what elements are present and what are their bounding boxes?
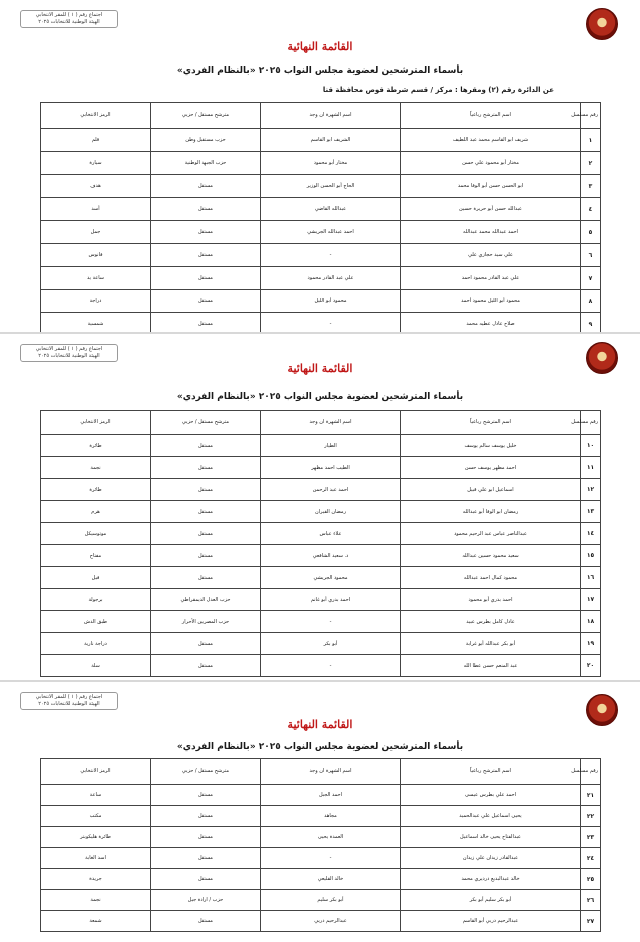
candidate-name: محمود كمال احمد عبدالله bbox=[401, 567, 581, 589]
candidate-number: ١٨ bbox=[581, 611, 601, 633]
candidate-type: حزب العدل الديمقراطي bbox=[151, 589, 261, 611]
candidate-symbol: فانوس bbox=[41, 244, 151, 267]
table-body bbox=[41, 785, 601, 932]
candidate-symbol: موتوسيكل bbox=[41, 523, 151, 545]
candidate-name: علي سيد حجازي علي bbox=[401, 244, 581, 267]
table-row bbox=[41, 655, 601, 677]
candidate-type: مستقل bbox=[151, 827, 261, 848]
candidate-fame-name: - bbox=[261, 313, 401, 336]
stamp-line-1: اجتماع رقم ( ١ ) للمقر الانتخابي bbox=[35, 346, 103, 352]
table-row bbox=[41, 611, 601, 633]
table-row bbox=[41, 890, 601, 911]
col-num-header: رقم مسلسل bbox=[581, 103, 601, 129]
candidate-symbol: شمعة bbox=[41, 911, 151, 932]
col-symbol-header: الرمز الانتخابي bbox=[41, 103, 151, 129]
col-name-header: اسم المترشح رباعياً bbox=[401, 759, 581, 785]
col-symbol-header: الرمز الانتخابي bbox=[41, 759, 151, 785]
candidate-type: مستقل bbox=[151, 848, 261, 869]
candidate-number: ١٥ bbox=[581, 545, 601, 567]
candidate-name: خليل يوسف سالم يوسف bbox=[401, 435, 581, 457]
candidate-fame-name: أبو بكر سليم bbox=[261, 890, 401, 911]
candidate-name: عبدالقادر زيدان علي زيدان bbox=[401, 848, 581, 869]
candidate-fame-name: الحاج أبو الحسن الوزير bbox=[261, 175, 401, 198]
candidate-name: عبد المنعم حسن عطا الله bbox=[401, 655, 581, 677]
candidate-name: أبو بكر عبدالله أبو غرابة bbox=[401, 633, 581, 655]
candidate-fame-name: - bbox=[261, 655, 401, 677]
candidate-name: عبدالرحيم دربي أبو القاسم bbox=[401, 911, 581, 932]
page-title: القائمة النهائية bbox=[287, 40, 353, 53]
district-line: عن الدائرة رقم (٢) ومقرها : مركز / قسم شرطة قوص محافظة قنا bbox=[322, 86, 554, 94]
candidate-name: أبو بكر سليم أبو بكر bbox=[401, 890, 581, 911]
candidate-fame-name: مجاهد bbox=[261, 806, 401, 827]
candidate-fame-name: الطيب احمد مظهر bbox=[261, 457, 401, 479]
table-row bbox=[41, 806, 601, 827]
candidate-name: مختار أبو محمود علي حسن bbox=[401, 152, 581, 175]
candidate-type: مستقل bbox=[151, 911, 261, 932]
candidate-type: مستقل bbox=[151, 457, 261, 479]
candidate-type: مستقل bbox=[151, 198, 261, 221]
candidate-fame-name: علي عبد القادر محمود bbox=[261, 267, 401, 290]
candidate-type: مستقل bbox=[151, 633, 261, 655]
table-row bbox=[41, 523, 601, 545]
candidate-name: يحيى اسماعيل علي عبدالحميد bbox=[401, 806, 581, 827]
candidates-table bbox=[40, 102, 601, 336]
candidate-fame-name: احمد عبد الرحمن bbox=[261, 479, 401, 501]
candidate-symbol: نجمة bbox=[41, 890, 151, 911]
candidate-number: ١٢ bbox=[581, 479, 601, 501]
candidate-number: ١٣ bbox=[581, 501, 601, 523]
candidate-type: مستقل bbox=[151, 501, 261, 523]
candidate-type: حزب المصريين الأحرار bbox=[151, 611, 261, 633]
candidate-symbol: اسد الغابة bbox=[41, 848, 151, 869]
candidate-symbol: طائرة bbox=[41, 435, 151, 457]
candidate-number: ٢٦ bbox=[581, 890, 601, 911]
candidate-name: احمد عبدالله محمد عبدالله bbox=[401, 221, 581, 244]
stamp-line-2: الهيئة الوطنية للانتخابات ٢٠٢٥ bbox=[38, 701, 100, 707]
candidate-type: مستقل bbox=[151, 267, 261, 290]
candidate-name: احمد مظهر يوسف حسن bbox=[401, 457, 581, 479]
table-row bbox=[41, 911, 601, 932]
candidate-symbol: طائرة bbox=[41, 479, 151, 501]
candidate-type: مستقل bbox=[151, 523, 261, 545]
office-stamp bbox=[20, 344, 118, 362]
table-row bbox=[41, 567, 601, 589]
table-row bbox=[41, 479, 601, 501]
document-page-2 bbox=[16, 334, 624, 680]
candidate-name: رمضان ابو الوفا أبو عبدالله bbox=[401, 501, 581, 523]
candidate-number: ٢٤ bbox=[581, 848, 601, 869]
candidate-fame-name: د. سعيد الشافعي bbox=[261, 545, 401, 567]
page-subtitle: بأسماء المترشحين لعضوية مجلس النواب ٢٠٢٥ «بالنظام الفردي» bbox=[176, 392, 464, 402]
candidate-type: مستقل bbox=[151, 869, 261, 890]
candidate-type: مستقل bbox=[151, 785, 261, 806]
election-commission-emblem-icon bbox=[586, 8, 618, 40]
stamp-line-2: الهيئة الوطنية للانتخابات ٢٠٢٥ bbox=[38, 19, 100, 25]
candidate-number: ٢٧ bbox=[581, 911, 601, 932]
table-body bbox=[41, 129, 601, 336]
table-row bbox=[41, 848, 601, 869]
candidate-fame-name: خالد القليعي bbox=[261, 869, 401, 890]
document-page-1 bbox=[16, 0, 624, 332]
table-row bbox=[41, 290, 601, 313]
candidate-number: ٥ bbox=[581, 221, 601, 244]
candidate-name: احمد بدري أبو محمود bbox=[401, 589, 581, 611]
table-row bbox=[41, 633, 601, 655]
table-header-row bbox=[41, 103, 601, 129]
candidate-symbol: قلم bbox=[41, 129, 151, 152]
page-title: القائمة النهائية bbox=[287, 718, 353, 731]
candidate-type: حزب / ارادة جيل bbox=[151, 890, 261, 911]
col-num-header: رقم مسلسل bbox=[581, 759, 601, 785]
candidate-number: ٢٣ bbox=[581, 827, 601, 848]
candidate-number: ٢٠ bbox=[581, 655, 601, 677]
table-body bbox=[41, 435, 601, 677]
table-row bbox=[41, 827, 601, 848]
col-symbol-header: الرمز الانتخابي bbox=[41, 411, 151, 435]
candidate-fame-name: مختار أبو محمود bbox=[261, 152, 401, 175]
table-row bbox=[41, 267, 601, 290]
candidate-number: ٢١ bbox=[581, 785, 601, 806]
candidates-table bbox=[40, 758, 601, 932]
col-name-header: اسم المترشح رباعياً bbox=[401, 411, 581, 435]
candidate-name: عبدالفتاح يحيى خالد اسماعيل bbox=[401, 827, 581, 848]
candidate-number: ١٧ bbox=[581, 589, 601, 611]
page-subtitle: بأسماء المترشحين لعضوية مجلس النواب ٢٠٢٥ «بالنظام الفردي» bbox=[176, 66, 464, 76]
candidate-symbol: هرم bbox=[41, 501, 151, 523]
candidate-fame-name: - bbox=[261, 848, 401, 869]
table-row bbox=[41, 129, 601, 152]
candidate-symbol: مكتب bbox=[41, 806, 151, 827]
candidate-type: مستقل bbox=[151, 567, 261, 589]
candidate-symbol: سيارة bbox=[41, 152, 151, 175]
candidate-name: سعيد محمود حسين عبدالله bbox=[401, 545, 581, 567]
candidate-symbol: دراجة bbox=[41, 290, 151, 313]
candidate-type: مستقل bbox=[151, 290, 261, 313]
table-row bbox=[41, 435, 601, 457]
candidate-fame-name: - bbox=[261, 611, 401, 633]
candidate-name: شريف ابو القاسم محمد عبد اللطيف bbox=[401, 129, 581, 152]
candidate-fame-name: محمود الجريشي bbox=[261, 567, 401, 589]
candidate-name: عبدالناصر عباس عبد الرحيم محمود bbox=[401, 523, 581, 545]
document-page-3 bbox=[16, 682, 624, 942]
candidate-number: ١٤ bbox=[581, 523, 601, 545]
table-row bbox=[41, 457, 601, 479]
table-header-row bbox=[41, 759, 601, 785]
col-name-header: اسم المترشح رباعياً bbox=[401, 103, 581, 129]
table-row bbox=[41, 869, 601, 890]
candidate-symbol: أسد bbox=[41, 198, 151, 221]
candidate-name: محمود أبو الليل محمود أحمد bbox=[401, 290, 581, 313]
candidate-symbol: جريدة bbox=[41, 869, 151, 890]
candidates-table bbox=[40, 410, 601, 677]
table-row bbox=[41, 785, 601, 806]
col-type-header: مترشح مستقل / حزبي bbox=[151, 411, 261, 435]
candidate-type: مستقل bbox=[151, 479, 261, 501]
candidate-type: مستقل bbox=[151, 175, 261, 198]
col-type-header: مترشح مستقل / حزبي bbox=[151, 103, 261, 129]
candidate-symbol: طبق الدش bbox=[41, 611, 151, 633]
table-row bbox=[41, 152, 601, 175]
candidate-type: مستقل bbox=[151, 806, 261, 827]
candidate-name: احمد علي بطرس عيسى bbox=[401, 785, 581, 806]
candidate-type: مستقل bbox=[151, 655, 261, 677]
candidate-number: ٨ bbox=[581, 290, 601, 313]
candidate-fame-name: - bbox=[261, 244, 401, 267]
candidate-fame-name: محمود أبو الليل bbox=[261, 290, 401, 313]
col-type-header: مترشح مستقل / حزبي bbox=[151, 759, 261, 785]
candidate-fame-name: احمد عبدالله الجريشي bbox=[261, 221, 401, 244]
candidate-name: عبدالله حسن أبو حريرة حسين bbox=[401, 198, 581, 221]
candidate-fame-name: رمضان القيران bbox=[261, 501, 401, 523]
candidate-number: ٢٥ bbox=[581, 869, 601, 890]
candidate-name: ابو الحسن حسن أبو الوفا محمد bbox=[401, 175, 581, 198]
candidate-fame-name: احمد الجبل bbox=[261, 785, 401, 806]
candidate-fame-name: عبدالرحيم دربي bbox=[261, 911, 401, 932]
candidate-symbol: برجولة bbox=[41, 589, 151, 611]
table-row bbox=[41, 501, 601, 523]
table-row bbox=[41, 545, 601, 567]
candidate-symbol: هدف bbox=[41, 175, 151, 198]
office-stamp bbox=[20, 692, 118, 710]
candidate-number: ٤ bbox=[581, 198, 601, 221]
candidate-type: حزب الجبهة الوطنية bbox=[151, 152, 261, 175]
candidate-name: صلاح عادل عطيه محمد bbox=[401, 313, 581, 336]
candidate-number: ٢٢ bbox=[581, 806, 601, 827]
candidate-type: مستقل bbox=[151, 545, 261, 567]
candidate-fame-name: عبدالله القاضي bbox=[261, 198, 401, 221]
candidate-number: ٦ bbox=[581, 244, 601, 267]
candidate-symbol: ساعة يد bbox=[41, 267, 151, 290]
stamp-line-1: اجتماع رقم ( ١ ) للمقر الانتخابي bbox=[35, 12, 103, 18]
candidate-number: ١٠ bbox=[581, 435, 601, 457]
candidate-fame-name: أبو بكر bbox=[261, 633, 401, 655]
candidate-symbol: فيل bbox=[41, 567, 151, 589]
stamp-line-1: اجتماع رقم ( ١ ) للمقر الانتخابي bbox=[35, 694, 103, 700]
table-row bbox=[41, 244, 601, 267]
candidate-symbol: شمسية bbox=[41, 313, 151, 336]
candidate-type: مستقل bbox=[151, 244, 261, 267]
candidate-name: خالد عبدالبديع درديري محمد bbox=[401, 869, 581, 890]
table-header-row bbox=[41, 411, 601, 435]
candidate-symbol: دراجة نارية bbox=[41, 633, 151, 655]
candidate-number: ١٦ bbox=[581, 567, 601, 589]
candidate-number: ٧ bbox=[581, 267, 601, 290]
candidate-name: عادل كامل بطرس عبيد bbox=[401, 611, 581, 633]
candidate-name: اسماعيل ابو علي قبيل bbox=[401, 479, 581, 501]
stamp-line-2: الهيئة الوطنية للانتخابات ٢٠٢٥ bbox=[38, 353, 100, 359]
candidate-symbol: طائرة هليكوبتر bbox=[41, 827, 151, 848]
candidate-symbol: مفتاح bbox=[41, 545, 151, 567]
candidate-fame-name: الطيار bbox=[261, 435, 401, 457]
table-row bbox=[41, 589, 601, 611]
col-num-header: رقم مسلسل bbox=[581, 411, 601, 435]
candidate-fame-name: احمد بدري أبو غانم bbox=[261, 589, 401, 611]
candidate-symbol: ساعة bbox=[41, 785, 151, 806]
col-fame-header: اسم الشهرة ان وجد bbox=[261, 759, 401, 785]
candidate-number: ٢ bbox=[581, 152, 601, 175]
candidate-symbol: نجمة bbox=[41, 457, 151, 479]
candidate-number: ٩ bbox=[581, 313, 601, 336]
candidate-number: ٣ bbox=[581, 175, 601, 198]
candidate-fame-name: الشريف ابو القاسم bbox=[261, 129, 401, 152]
candidate-fame-name: علاء عباس bbox=[261, 523, 401, 545]
candidate-fame-name: العمدة يحيى bbox=[261, 827, 401, 848]
col-fame-header: اسم الشهرة ان وجد bbox=[261, 103, 401, 129]
candidate-number: ١١ bbox=[581, 457, 601, 479]
page-title: القائمة النهائية bbox=[287, 362, 353, 375]
candidate-name: علي عبد القادر محمود احمد bbox=[401, 267, 581, 290]
table-row bbox=[41, 221, 601, 244]
candidate-number: ١ bbox=[581, 129, 601, 152]
table-row bbox=[41, 175, 601, 198]
candidate-type: مستقل bbox=[151, 313, 261, 336]
candidate-type: حزب مستقبل وطن bbox=[151, 129, 261, 152]
candidate-type: مستقل bbox=[151, 221, 261, 244]
col-fame-header: اسم الشهرة ان وجد bbox=[261, 411, 401, 435]
candidate-type: مستقل bbox=[151, 435, 261, 457]
page-subtitle: بأسماء المترشحين لعضوية مجلس النواب ٢٠٢٥ «بالنظام الفردي» bbox=[176, 742, 464, 752]
table-row bbox=[41, 198, 601, 221]
candidate-symbol: سلة bbox=[41, 655, 151, 677]
office-stamp bbox=[20, 10, 118, 28]
candidate-number: ١٩ bbox=[581, 633, 601, 655]
candidate-symbol: جمل bbox=[41, 221, 151, 244]
